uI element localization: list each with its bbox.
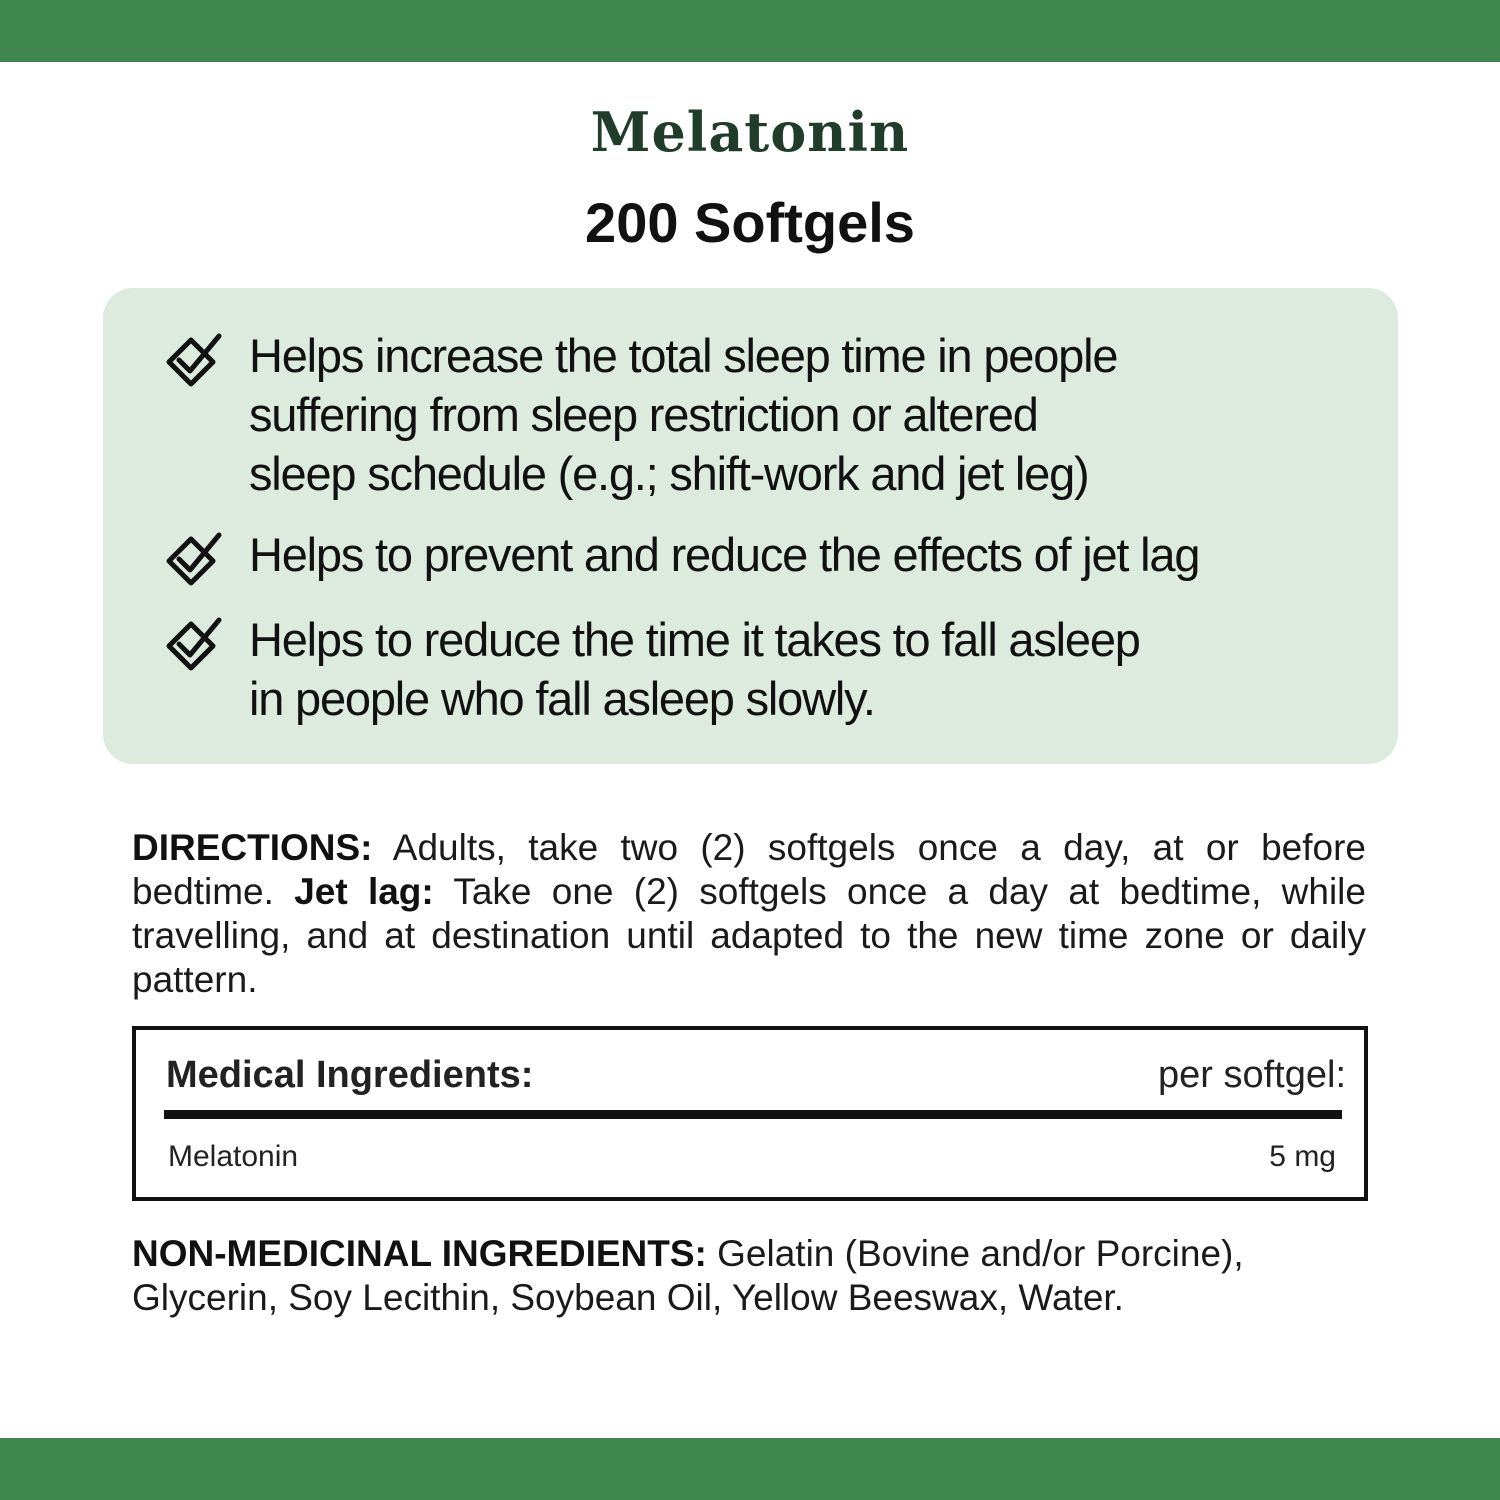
benefit-text — [249, 610, 1140, 728]
benefit-line: suffering from sleep restriction or altered — [249, 388, 1038, 441]
benefit-line: Helps to reduce the time it takes to fall asleep — [249, 613, 1140, 666]
benefit-text — [249, 326, 1117, 503]
non-medicinal-paragraph — [132, 1232, 1372, 1320]
ingredients-table — [132, 1026, 1368, 1201]
benefit-item — [159, 326, 1117, 503]
directions-paragraph — [132, 826, 1366, 1002]
benefit-item — [159, 610, 1140, 728]
directions-label: DIRECTIONS: — [132, 827, 373, 868]
directions-text: Adults, take two (2) softgels once a day, at or before bedtime. — [132, 827, 1366, 912]
benefit-line: in people who fall asleep slowly. — [249, 672, 875, 725]
benefits-panel — [103, 288, 1398, 764]
ingredients-per-label: per softgel: — [1158, 1054, 1346, 1096]
jetlag-text: Take one (2) softgels once a day at bedtime, while travelling, and at destination until adapted to the new time zone or daily pattern. — [132, 871, 1366, 1000]
top-brand-bar — [0, 0, 1500, 62]
bottom-brand-bar — [0, 1438, 1500, 1500]
checkmark-diamond-icon — [159, 527, 223, 591]
benefit-line: sleep schedule (e.g.; shift-work and jet leg) — [249, 447, 1089, 500]
non-medicinal-text: Gelatin (Bovine and/or Porcine), Glycerin, Soy Lecithin, Soybean Oil, Yellow Beeswax, Water. — [132, 1233, 1244, 1318]
checkmark-diamond-icon — [159, 612, 223, 676]
benefit-line: Helps to prevent and reduce the effects of jet lag — [249, 528, 1200, 581]
benefit-line: Helps increase the total sleep time in people — [249, 329, 1118, 382]
ingredients-heading: Medical Ingredients: — [166, 1054, 534, 1096]
benefit-item — [159, 525, 1199, 591]
non-medicinal-label: NON-MEDICINAL INGREDIENTS: — [132, 1233, 707, 1274]
ingredient-amount: 5 mg — [1269, 1140, 1336, 1173]
product-title: Melatonin — [590, 100, 910, 164]
checkmark-diamond-icon — [159, 328, 223, 392]
product-count: 200 Softgels — [585, 191, 915, 254]
benefit-text — [249, 525, 1199, 584]
ingredient-name: Melatonin — [168, 1140, 299, 1173]
ingredients-divider — [164, 1110, 1342, 1119]
jetlag-label: Jet lag: — [294, 871, 434, 912]
